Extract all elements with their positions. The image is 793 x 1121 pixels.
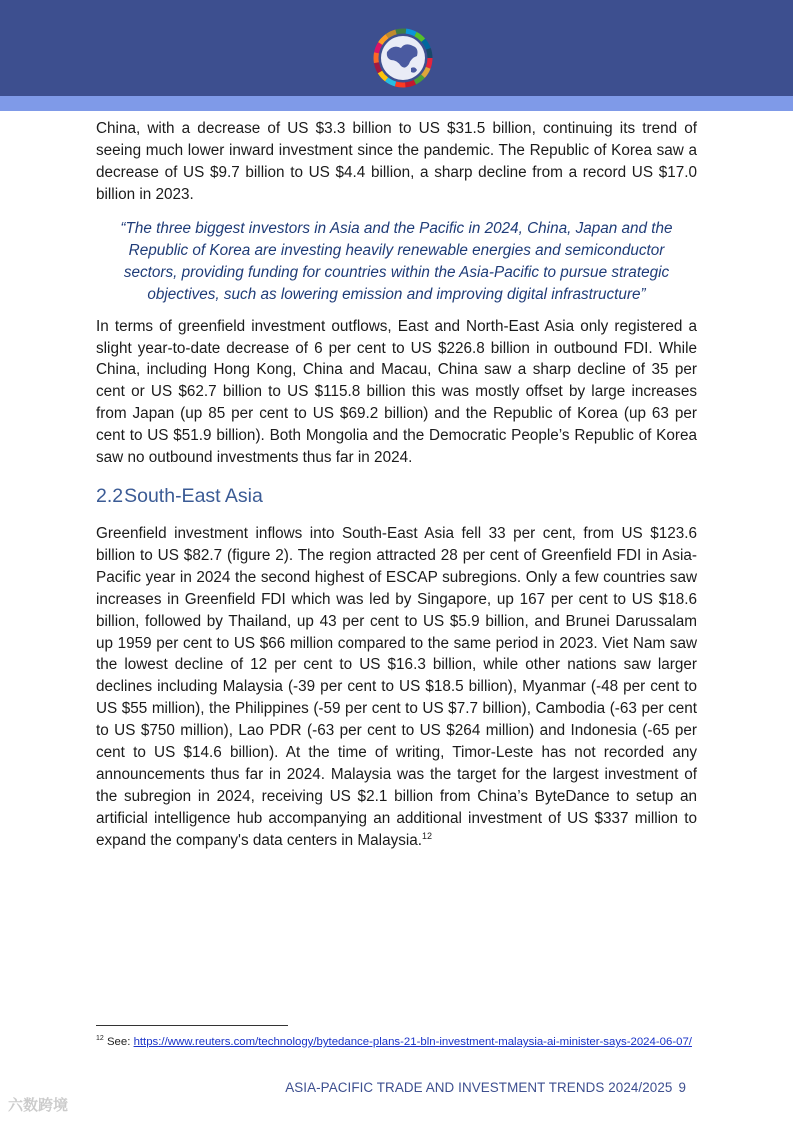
watermark: 六数跨境	[8, 1097, 69, 1114]
page-number: 9	[678, 1080, 686, 1095]
footer-title: ASIA-PACIFIC TRADE AND INVESTMENT TRENDS 2024/2025	[285, 1080, 673, 1095]
escap-globe-logo-icon	[371, 26, 435, 90]
footnote-number: 12	[96, 1035, 104, 1043]
section-title: South-East Asia	[124, 484, 263, 507]
page-footer	[285, 1080, 686, 1095]
body-paragraph-3-text: Greenfield investment inflows into South-East Asia fell 33 per cent, from US $123.6 billion to US $82.7 (figure 2). The region attracted 28 per cent of Greenfield FDI in Asia-Pacific year in 2024 the second highest of ESCAP subregions. Only a few countries saw increases in Greenfield FDI which was led by Singapore, up 167 per cent to US $18.6 billion, followed by Thailand, up 43 per cent to US $5.9 billion, and Brunei Darussalam up 1959 per cent to US $66 million compared to the same period in 2023. Viet Nam saw the lowest decline of 12 per cent to US $16.3 billion, while other nations saw larger declines including Malaysia (-39 per cent to US $18.5 billion), Myanmar (-48 per cent to US $55 million), the Philippines (-59 per cent to US $7.7 billion), Cambodia (-63 per cent to US $750 million), Lao PDR (-63 per cent to US $264 million) and Indonesia (-65 per cent to US $14.6 billion). At the time of writing, Timor-Leste has not recorded any announcements thus far in 2024. Malaysia was the target for the largest investment of the subregion in 2024, receiving US $2.1 billion from China’s ByteDance to setup an artificial intelligence hub accompanying an additional investment of US $337 million to expand the company's data centers in Malaysia.	[96, 524, 697, 849]
main-content	[96, 118, 697, 864]
body-paragraph-1: China, with a decrease of US $3.3 billion to US $31.5 billion, continuing its trend of seeing much lower inward investment since the pandemic. The Republic of Korea saw a decrease of US $9.7 billion to US $4.4 billion, a sharp decline from a record US $17.0 billion in 2023.	[96, 120, 697, 203]
footnote-prefix: See:	[103, 1036, 134, 1048]
pull-quote: “The three biggest investors in Asia and the Pacific in 2024, China, Japan and the Republic of Korea are investing heavily renewable energies and semiconductor sectors, providing funding for countries within the Asia-Pacific to pursue strategic objectives, such as lowering emission and improving digital infrastructure”	[120, 219, 673, 303]
body-paragraph-3	[96, 523, 697, 852]
footnote	[96, 1035, 696, 1050]
section-heading	[96, 483, 697, 509]
footnote-link[interactable]: https://www.reuters.com/technology/bytedance-plans-21-bln-investment-malaysia-ai-minister-says-2024-06-07/	[133, 1036, 692, 1048]
header-stripe	[0, 96, 793, 111]
section-number: 2.2	[96, 484, 124, 507]
footnote-divider	[96, 1025, 288, 1026]
body-paragraph-2: In terms of greenfield investment outflows, East and North-East Asia only registered a slight year-to-date decrease of 6 per cent to US $226.8 billion in outbound FDI. While China, including Hong Kong, China and Macau, China saw a sharp decline of 35 per cent or US $62.7 billion to US $115.8 billion this was mostly offset by large increases from Japan (up 85 per cent to US $69.2 billion) and the Republic of Korea (up 63 per cent to US $51.9 billion). Both Mongolia and the Democratic People’s Republic of Korea saw no outbound investments thus far in 2024.	[96, 317, 697, 467]
footnote-reference[interactable]: 12	[422, 830, 433, 841]
